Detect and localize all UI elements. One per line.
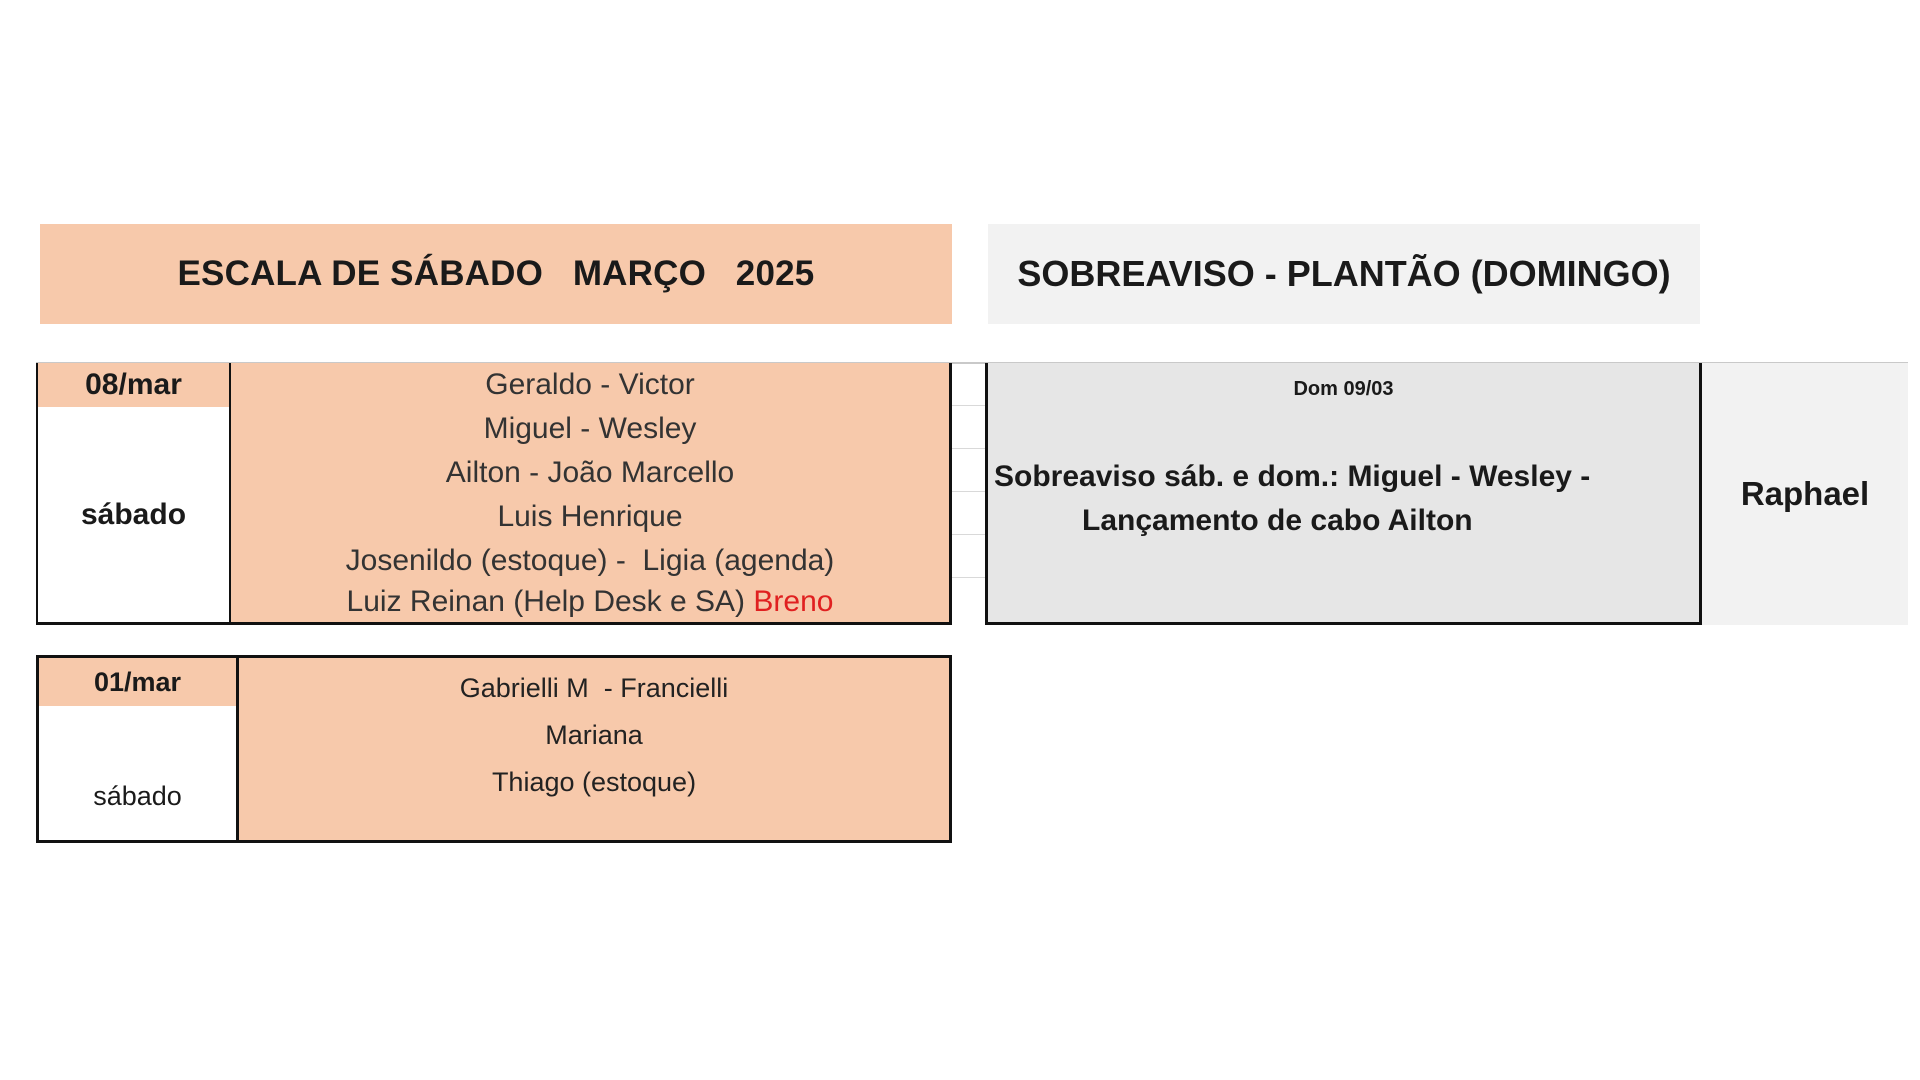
name-line-text: Luiz Reinan (Help Desk e SA) (346, 585, 754, 618)
name-line: Geraldo - Victor (485, 368, 695, 401)
name-line: Josenildo (estoque) - Ligia (agenda) (345, 544, 835, 577)
date-label-08-mar: 08/mar (38, 363, 229, 407)
name-line-last (347, 583, 834, 621)
name-line: Mariana (545, 720, 643, 750)
empty-grid-cell (952, 535, 986, 578)
name-line: Gabrielli M - Francielli (459, 673, 729, 703)
empty-grid-cell (952, 406, 986, 449)
name-line: Luis Henrique (497, 500, 683, 533)
names-list-08-mar (231, 363, 949, 622)
day-label-01-mar: sábado (93, 780, 182, 811)
name-line: Miguel - Wesley (483, 412, 697, 445)
sobreaviso-text-line-1: Sobreaviso sáb. e dom.: Miguel - Wesley - (994, 460, 1591, 493)
highlighted-name: Breno (753, 585, 834, 618)
day-label-08-mar: sábado (80, 498, 187, 531)
empty-grid-cell (952, 363, 986, 406)
name-line: Thiago (estoque) (491, 767, 697, 797)
sunday-date-label: Dom 09/03 (1293, 377, 1394, 400)
sobreaviso-title: SOBREAVISO - PLANTÃO (DOMINGO) (988, 224, 1700, 324)
date-label-01-mar: 01/mar (39, 658, 236, 706)
empty-grid-cell (952, 449, 986, 492)
empty-grid-column (952, 363, 986, 625)
on-call-name: Raphael (1702, 363, 1908, 625)
empty-grid-cell (952, 492, 986, 535)
sobreaviso-text-line-2: Lançamento de cabo Ailton (1082, 504, 1473, 537)
schedule-title: ESCALA DE SÁBADO MARÇO 2025 (40, 224, 952, 324)
names-list-01-mar (239, 665, 949, 815)
name-line: Ailton - João Marcello (445, 456, 735, 489)
